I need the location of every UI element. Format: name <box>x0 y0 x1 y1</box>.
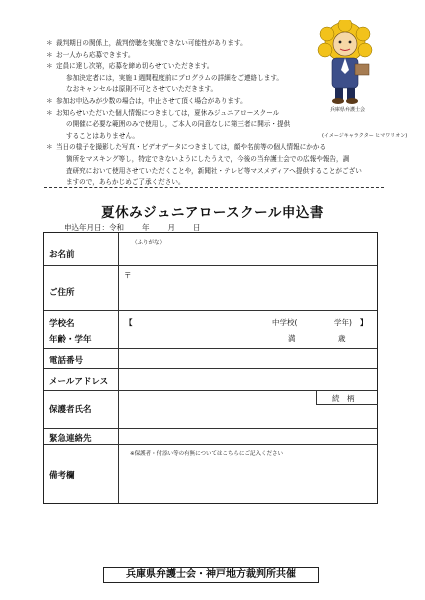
row-address <box>44 265 377 310</box>
note-text: なおキャンセルは原則不可とさせていただきます。 <box>66 85 218 94</box>
note-bullet <box>46 119 56 131</box>
mascot-character-caption: (イメージキャラクター ヒマワリオン) <box>322 133 408 139</box>
remarks-note: ※保護者・付添い等の有無についてはこちらにご記入ください <box>130 451 284 457</box>
emergency-field[interactable] <box>119 430 377 444</box>
note-line <box>46 142 386 154</box>
guardian-label: 保護者氏名 <box>49 405 92 415</box>
note-bullet <box>46 154 56 166</box>
address-field[interactable] <box>119 268 377 308</box>
age-label: 年齢・学年 <box>49 335 92 345</box>
bracket-close: 】 <box>360 318 368 327</box>
age-prefix: 満 <box>288 334 296 343</box>
note-text: お知らせいただいた個人情報につきましては，夏休みジュニアロースクール <box>56 108 280 117</box>
note-bullet: ＊ <box>46 39 53 47</box>
row-remarks <box>44 444 377 505</box>
note-line <box>46 131 316 143</box>
row-email <box>44 368 377 390</box>
note-line <box>46 166 386 178</box>
cut-line <box>44 187 384 188</box>
relation-field[interactable] <box>317 406 377 427</box>
relation-box <box>316 391 378 405</box>
note-text: 参加お申込みが少数の場合は，中止させて頂く場合があります。 <box>56 96 247 105</box>
mascot-face <box>333 32 357 56</box>
note-text: 参加決定者には，実施１週間程度前にプログラムの詳細をご連絡します。 <box>66 73 283 82</box>
row-emergency <box>44 428 377 444</box>
age-field[interactable] <box>299 331 335 343</box>
note-bullet: ＊ <box>46 50 53 59</box>
postal-mark: 〒 <box>124 271 132 280</box>
note-text: 裁判期日の関係上，裁判傍聴を実施できない可能性があります。 <box>56 39 247 47</box>
note-text: の開催に必要な範囲のみで使用し，ご本人の同意なしに第三者に開示・提供 <box>66 120 291 129</box>
note-text: することはありません。 <box>66 131 139 140</box>
name-field[interactable] <box>119 246 377 264</box>
note-line <box>46 119 316 131</box>
note-bullet <box>46 166 56 178</box>
note-bullet: ＊ <box>46 143 53 152</box>
note-line <box>46 73 316 85</box>
email-field[interactable] <box>119 370 377 389</box>
note-text: 定員に達し次第，応募を締め切らせていただきます。 <box>56 62 214 71</box>
apply-date-day: 日 <box>193 223 201 232</box>
guardian-field[interactable] <box>119 393 314 427</box>
note-text: 当日の様子を撮影した写真・ビデオデータにつきましては，顔や名前等の個人情報にかかる <box>56 143 327 152</box>
grade-suffix: 学年) <box>334 318 352 327</box>
email-label: メールアドレス <box>49 377 109 387</box>
bracket-open: 【 <box>125 318 133 327</box>
note-bullet: ＊ <box>46 96 53 105</box>
row-guardian <box>44 390 377 428</box>
note-bullet <box>46 131 56 143</box>
note-text: 査研究において使用させていただくことや，新聞社・テレビ等マスメディアへ提供することがござい <box>66 166 362 175</box>
remarks-label: 備考欄 <box>49 471 75 481</box>
note-bullet <box>46 84 56 96</box>
remarks-field[interactable] <box>119 457 377 503</box>
furigana-label: （ふりがな） <box>132 240 166 246</box>
school-suffix: 中学校( <box>272 318 298 327</box>
note-line <box>46 84 316 96</box>
footer-cohost: 兵庫県弁護士会・神戸地方裁判所共催 <box>103 567 319 583</box>
apply-date-label: 申込年月日：令和 <box>64 223 124 232</box>
grade-field[interactable] <box>298 315 332 327</box>
apply-date-year: 年 <box>142 223 150 232</box>
relation-label: 続 柄 <box>332 394 355 403</box>
age-suffix: 歳 <box>338 334 346 343</box>
note-line <box>46 96 316 108</box>
note-line <box>46 154 386 166</box>
emergency-label: 緊急連絡先 <box>49 434 92 444</box>
row-school <box>44 310 377 348</box>
note-bullet: ＊ <box>46 62 53 71</box>
application-form <box>43 232 378 504</box>
phone-field[interactable] <box>119 350 377 367</box>
school-field[interactable] <box>134 315 269 327</box>
mascot-illustration <box>305 20 385 106</box>
note-text: 箇所をマスキング等し，特定できないようにしたうえで，今後の当弁護士会での広報や報告，調 <box>66 154 350 163</box>
phone-label: 電話番号 <box>49 356 84 366</box>
note-line <box>46 108 316 120</box>
address-label: ご住所 <box>49 288 75 298</box>
note-bullet: ＊ <box>46 108 53 117</box>
note-text: ますので，あらかじめご了承ください。 <box>66 178 185 187</box>
row-phone <box>44 348 377 368</box>
apply-date-month: 月 <box>167 223 175 232</box>
row-name <box>44 233 377 265</box>
name-label: お名前 <box>49 250 75 260</box>
mascot-org-caption: 兵庫県弁護士会 <box>330 107 366 113</box>
note-text: お一人から応募できます。 <box>56 50 135 59</box>
page-title: 夏休みジュニアロースクール申込書 <box>101 205 324 221</box>
note-bullet <box>46 73 56 85</box>
school-label: 学校名 <box>49 319 75 329</box>
